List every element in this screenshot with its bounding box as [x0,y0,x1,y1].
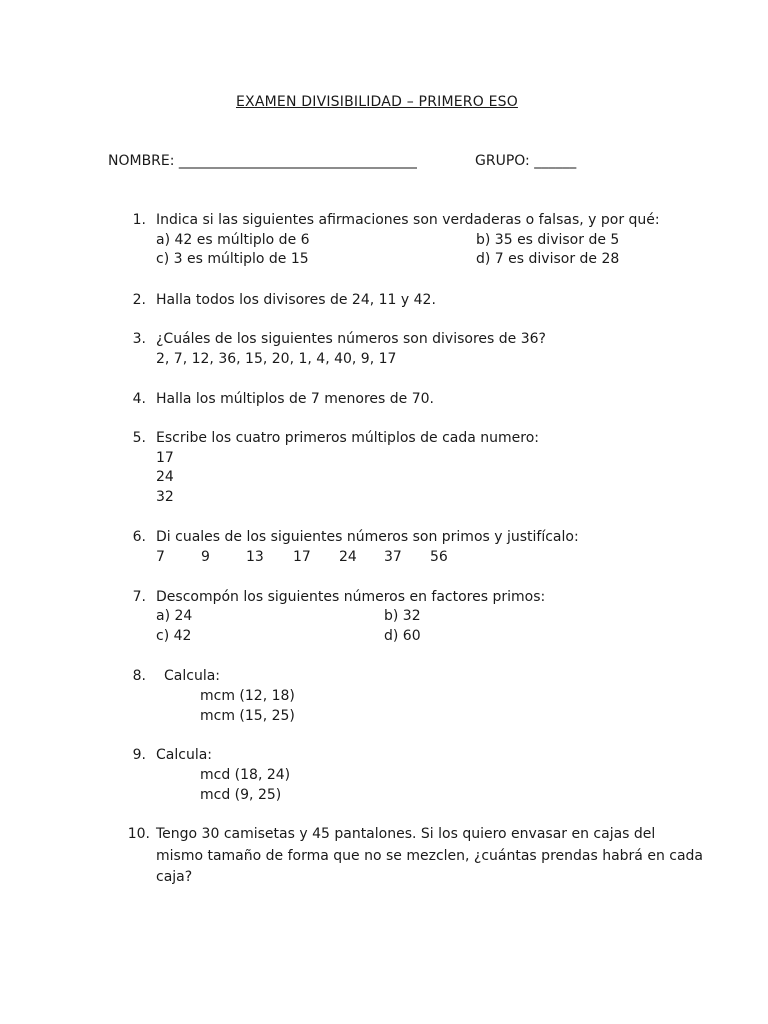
list-item: mcm (15, 25) [200,708,295,724]
question-number: 9. [132,747,146,763]
page-title: EXAMEN DIVISIBILIDAD – PRIMERO ESO [236,94,518,110]
list-item: 32 [156,489,174,505]
question-option: c) 3 es múltiplo de 15 [156,251,309,267]
list-item: mcm (12, 18) [200,688,295,704]
question-number: 10. [127,826,150,842]
list-item: mcd (18, 24) [200,767,291,783]
question-text: Calcula: [156,747,212,763]
question-option: a) 42 es múltiplo de 6 [156,232,310,248]
question-option: d) 7 es divisor de 28 [476,251,620,267]
question-number: 1. [132,212,146,228]
question-text: Halla los múltiplos de 7 menores de 70. [156,391,434,407]
question-option: b) 35 es divisor de 5 [476,232,620,248]
question-option: d) 60 [384,628,421,644]
question-text: Halla todos los divisores de 24, 11 y 42. [156,292,436,308]
number-value: 17 [293,549,311,565]
question-text: mismo tamaño de forma que no se mezclen, ¿cuántas prendas habrá en cada [156,848,704,864]
question-number: 6. [132,529,146,545]
question-text: Escribe los cuatro primeros múltiplos de cada numero: [156,430,540,446]
list-item: 17 [156,450,174,466]
list-item: mcd (9, 25) [200,787,282,803]
number-list: 2, 7, 12, 36, 15, 20, 1, 4, 40, 9, 17 [156,351,397,367]
question-text: Descompón los siguientes números en factores primos: [156,589,546,605]
question-text: Indica si las siguientes afirmaciones son verdaderas o falsas, y por qué: [156,212,660,228]
question-text: Tengo 30 camisetas y 45 pantalones. Si los quiero envasar en cajas del [156,826,656,842]
question-number: 4. [132,391,146,407]
number-value: 7 [156,549,165,565]
question-option: c) 42 [156,628,192,644]
question-number: 8. [132,668,146,684]
question-number: 5. [132,430,146,446]
number-value: 9 [201,549,210,565]
number-value: 13 [246,549,264,565]
question-number: 2. [132,292,146,308]
question-number: 7. [132,589,146,605]
question-text: caja? [156,869,193,885]
number-value: 24 [339,549,357,565]
name-field[interactable]: NOMBRE: __________________________________ [108,153,417,169]
group-field[interactable]: GRUPO: ______ [475,153,577,169]
question-number: 3. [132,331,146,347]
list-item: 24 [156,469,174,485]
question-text: Calcula: [164,668,220,684]
question-text: Di cuales de los siguientes números son primos y justifícalo: [156,529,579,545]
question-option: a) 24 [156,608,193,624]
question-text: ¿Cuáles de los siguientes números son divisores de 36? [156,331,546,347]
number-value: 37 [384,549,402,565]
number-value: 56 [430,549,448,565]
question-option: b) 32 [384,608,421,624]
